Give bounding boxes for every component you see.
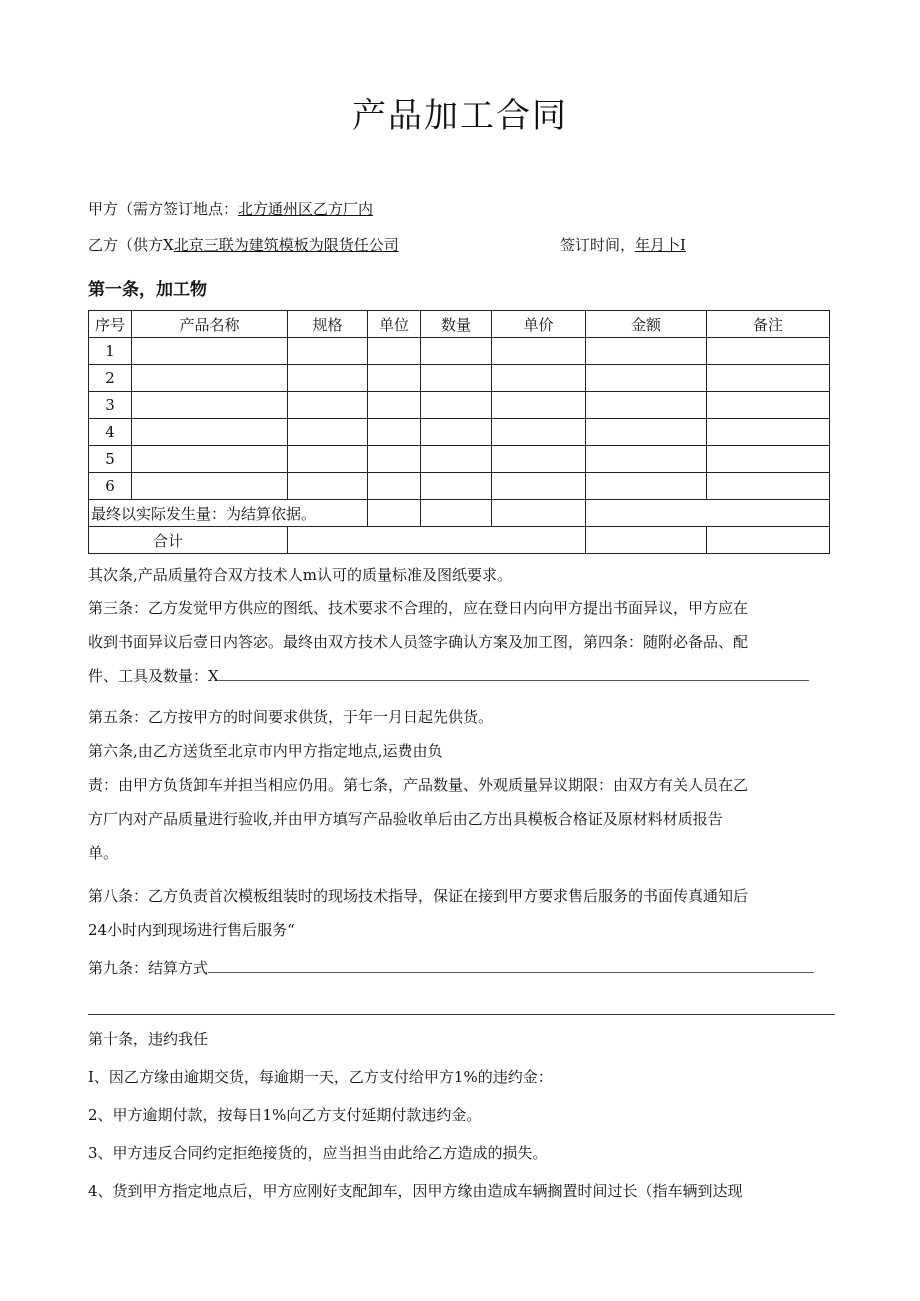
cell[interactable] (586, 338, 707, 365)
cell[interactable] (421, 500, 492, 527)
cell[interactable] (368, 446, 421, 473)
cell[interactable] (707, 500, 830, 527)
article-6-line-2: 责：由甲方负货卸车并担当相应仍用。第七条，产品数量、外观质量异议期限：由双方有关人员在乙 (88, 776, 749, 794)
table-note-row (89, 500, 830, 527)
sign-date (560, 234, 686, 255)
cell[interactable] (707, 365, 830, 392)
table-row (89, 365, 830, 392)
cell[interactable] (288, 419, 368, 446)
column-header: 产品名称 (132, 311, 288, 338)
cell[interactable] (368, 392, 421, 419)
items-table (88, 310, 830, 554)
cell[interactable] (368, 500, 421, 527)
cell[interactable] (707, 392, 830, 419)
cell[interactable] (492, 500, 586, 527)
cell[interactable] (368, 338, 421, 365)
total-amount-cell[interactable] (586, 527, 707, 554)
cell[interactable] (421, 419, 492, 446)
cell[interactable] (492, 473, 586, 500)
cell[interactable] (586, 365, 707, 392)
row-number: 4 (89, 419, 132, 446)
cell[interactable] (421, 365, 492, 392)
cell[interactable] (492, 446, 586, 473)
row-number: 1 (89, 338, 132, 365)
cell[interactable] (492, 392, 586, 419)
table-row (89, 446, 830, 473)
article-4-line (88, 659, 833, 693)
cell[interactable] (707, 473, 830, 500)
article-3-line-2: 收到书面异议后壹日内答宓。最终由双方技术人员签字确认方案及加工图，第四条：随附必备品、配 (88, 633, 749, 651)
party-a-line (88, 198, 373, 219)
row-number: 2 (89, 365, 132, 392)
column-header: 规格 (288, 311, 368, 338)
cell[interactable] (421, 473, 492, 500)
column-header: 单价 (492, 311, 586, 338)
article-4-label: 件、工具及数量：X (88, 667, 219, 685)
contract-title: 产品加工合同 (352, 96, 568, 136)
table-total-row (89, 527, 830, 554)
table-row (89, 338, 830, 365)
cell[interactable] (586, 392, 707, 419)
cell[interactable] (288, 338, 368, 365)
cell[interactable] (288, 365, 368, 392)
table-row (89, 392, 830, 419)
table-header-row (89, 311, 830, 338)
cell[interactable] (368, 419, 421, 446)
article-4-blank[interactable] (219, 664, 809, 681)
column-header: 单位 (368, 311, 421, 338)
sign-date-value: 年月卜I (635, 236, 686, 254)
cell[interactable] (421, 446, 492, 473)
article-9-label: 第九条：结算方式 (88, 959, 209, 977)
cell[interactable] (132, 473, 288, 500)
cell[interactable] (707, 527, 830, 554)
cell[interactable] (707, 419, 830, 446)
settlement-method-blank[interactable] (208, 956, 814, 973)
cell[interactable] (132, 392, 288, 419)
cell[interactable] (492, 338, 586, 365)
article-3-line-1: 第三条：乙方发觉甲方供应的图纸、技术要求不合理的，应在登日内向甲方提出书面异议，甲方应在 (88, 599, 749, 617)
cell[interactable] (492, 419, 586, 446)
total-spacer (288, 527, 586, 554)
article-8-line-2: 24小时内到现场进行售后服务“ (88, 921, 295, 939)
party-b-line (88, 234, 728, 255)
settlement-note: 最终以实际发生量：为结算依据。 (89, 500, 368, 527)
cell[interactable] (132, 338, 288, 365)
cell[interactable] (492, 365, 586, 392)
article-6-line-1: 第六条,由乙方送货至北京市内甲方指定地点,运费由负 (88, 742, 443, 760)
list-item: 3、甲方违反合同约定拒绝接货的，应当担当由此给乙方造成的损失。 (88, 1144, 548, 1162)
column-header: 序号 (89, 311, 132, 338)
article-1-heading: 第一条，加工物 (88, 280, 207, 300)
cell[interactable] (586, 473, 707, 500)
article-6-7 (88, 734, 833, 870)
column-header: 备注 (707, 311, 830, 338)
cell[interactable] (421, 392, 492, 419)
row-number: 6 (89, 473, 132, 500)
list-item: I、因乙方缘由逾期交货，每逾期一天，乙方支付给甲方1%的违约金： (88, 1068, 553, 1086)
article-7-line-4: 单。 (88, 844, 119, 862)
cell[interactable] (132, 419, 288, 446)
column-header: 金额 (586, 311, 707, 338)
cell[interactable] (368, 365, 421, 392)
list-item: 2、甲方逾期付款，按每日1%向乙方支付延期付款违约金。 (88, 1106, 482, 1124)
party-a-location: 北方通州区乙方厂内 (238, 200, 374, 218)
article-7-line-3: 方厂内对产品质量进行验收,并由甲方填写产品验收单后由乙方出具模板合格证及原材料材质报告 (88, 810, 723, 828)
cell[interactable] (421, 338, 492, 365)
article-5: 第五条：乙方按甲方的时间要求供货，于年一月日起先供货。 (88, 708, 494, 726)
party-b-label: 乙方（供方X (88, 236, 174, 254)
article-10 (88, 1022, 833, 1208)
article-8-line-1: 第八条：乙方负责首次模板组装时的现场技术指导，保证在接到甲方要求售后服务的书面传真通知后 (88, 887, 749, 905)
cell[interactable] (586, 500, 707, 527)
party-a-label: 甲方（需方签订地点： (88, 200, 239, 218)
article-8 (88, 879, 833, 947)
cell[interactable] (707, 338, 830, 365)
article-10-heading: 第十条，违约我任 (88, 1030, 209, 1048)
section-divider (88, 1014, 835, 1015)
sign-date-label: 签订时间， (560, 236, 636, 254)
cell[interactable] (368, 473, 421, 500)
row-number: 3 (89, 392, 132, 419)
party-b-company: 北京三联为建筑模板为限货任公司 (173, 236, 399, 254)
cell[interactable] (586, 419, 707, 446)
column-header: 数量 (421, 311, 492, 338)
list-item: 4、货到甲方指定地点后，甲方应刚好支配卸车，因甲方缘由造成车辆搁置时间过长（指车辆到达现 (88, 1182, 743, 1200)
cell[interactable] (132, 446, 288, 473)
cell[interactable] (132, 365, 288, 392)
article-3-4 (88, 591, 833, 693)
cell[interactable] (288, 392, 368, 419)
total-label: 合计 (89, 527, 288, 554)
cell[interactable] (586, 446, 707, 473)
table-row (89, 473, 830, 500)
row-number: 5 (89, 446, 132, 473)
article-9 (88, 951, 833, 985)
cell[interactable] (707, 446, 830, 473)
table-row (89, 419, 830, 446)
cell[interactable] (288, 446, 368, 473)
article-2: 其次条,产品质量符合双方技术人m认可的质量标准及图纸要求。 (88, 566, 512, 584)
cell[interactable] (288, 473, 368, 500)
